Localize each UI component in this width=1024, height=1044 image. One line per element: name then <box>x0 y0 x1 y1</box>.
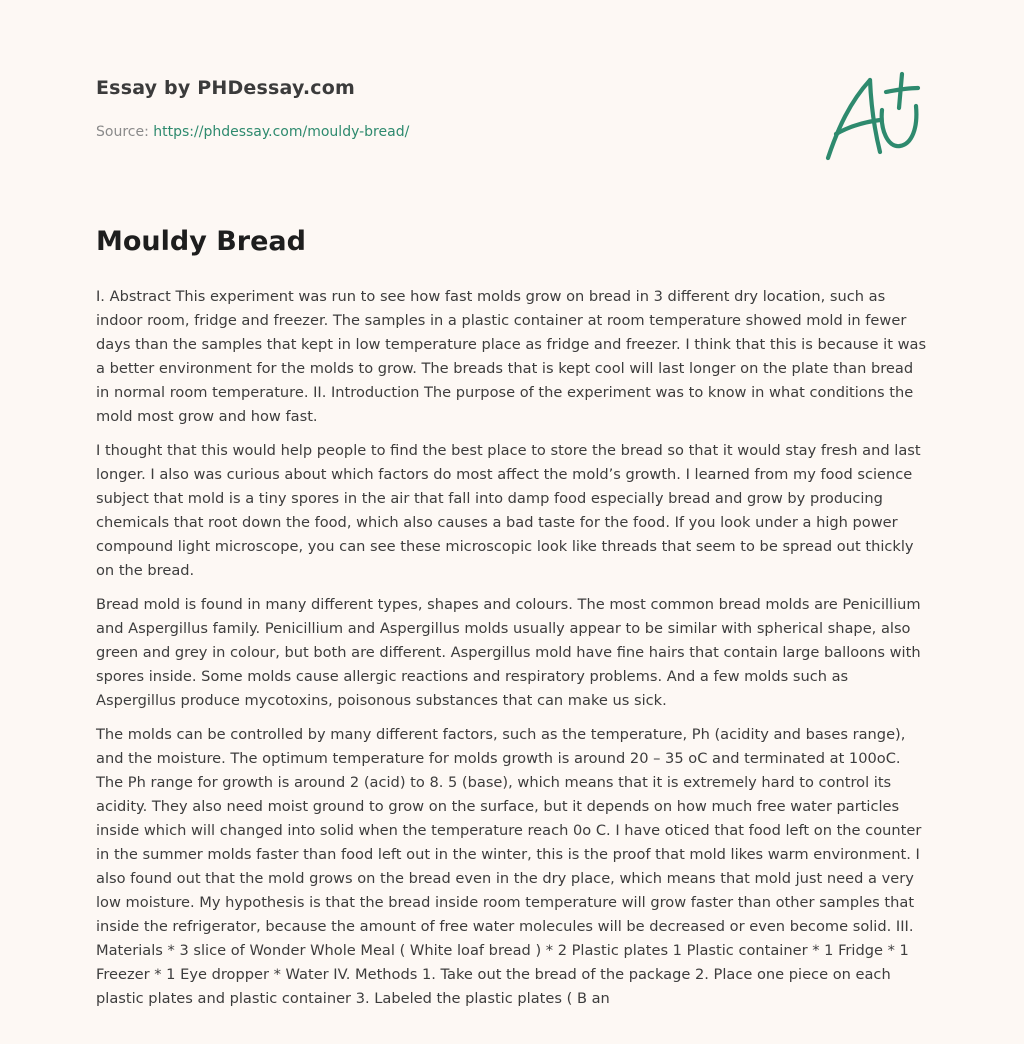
site-title: Essay by PHDessay.com <box>96 77 355 99</box>
source-line <box>96 124 409 140</box>
document-body <box>96 285 928 1021</box>
source-label: Source: <box>96 124 154 140</box>
source-link[interactable]: https://phdessay.com/mouldy-bread/ <box>153 124 410 140</box>
a-plus-logo-icon <box>824 68 924 164</box>
paragraph: Bread mold is found in many different types, shapes and colours. The most common bread molds are Penicillium and Aspergillus family. Penicillium and Aspergillus molds usually appear to be similar with spherical shape, also green and grey in colour, but both are different. Aspergillus mold have fine hairs that contain large balloons with spores inside. Some molds cause allergic reactions and respiratory problems. And a few molds such as Aspergillus produce mycotoxins, poisonous substances that can make us sick. <box>96 596 921 709</box>
document-title: Mouldy Bread <box>96 226 306 257</box>
paragraph: The molds can be controlled by many different factors, such as the temperature, Ph (acidity and bases range), and the moisture. The optimum temperature for molds growth is around 20 – 35 oC and terminated at 100oC. The Ph range for growth is around 2 (acid) to 8. 5 (base), which means that it is extremely hard to control its acidity. They also need moist ground to grow on the surface, but it depends on how much free water particles inside which will changed into solid when the temperature reach 0o C. I have oticed that food left on the counter in the summer molds faster than food left out in the winter, this is the proof that mold likes warm environment. I also found out that the mold grows on the bread even in the dry place, which means that mold just need a very low moisture. My hypothesis is that the bread inside room temperature will grow faster than other samples that inside the refrigerator, because the amount of free water molecules will be decreased or even become solid. III. Materials * 3 slice of Wonder Whole Meal ( White loaf bread ) * 2 Plastic plates 1 Plastic container * 1 Fridge * 1 Freezer * 1 Eye dropper * Water IV. Methods 1. Take out the bread of the package 2. Place one piece on each plastic plates and plastic container 3. Labeled the plastic plates ( B an <box>96 726 922 1007</box>
paragraph: I. Abstract This experiment was run to see how fast molds grow on bread in 3 different dry location, such as indoor room, fridge and freezer. The samples in a plastic container at room temperature showed mold in fewer days than the samples that kept in low temperature place as fridge and freezer. I think that this is because it was a better environment for the molds to grow. The breads that is kept cool will last longer on the plate than bread in normal room temperature. II. Introduction The purpose of the experiment was to know in what conditions the mold most grow and how fast. <box>96 288 927 425</box>
paragraph: I thought that this would help people to find the best place to store the bread so that it would stay fresh and last longer. I also was curious about which factors do most affect the mold’s growth. I learned from my food science subject that mold is a tiny spores in the air that fall into damp food especially bread and grow by producing chemicals that root down the food, which also causes a bad taste for the food. If you look under a high power compound light microscope, you can see these microscopic look like threads that seem to be spread out thickly on the bread. <box>96 442 921 579</box>
